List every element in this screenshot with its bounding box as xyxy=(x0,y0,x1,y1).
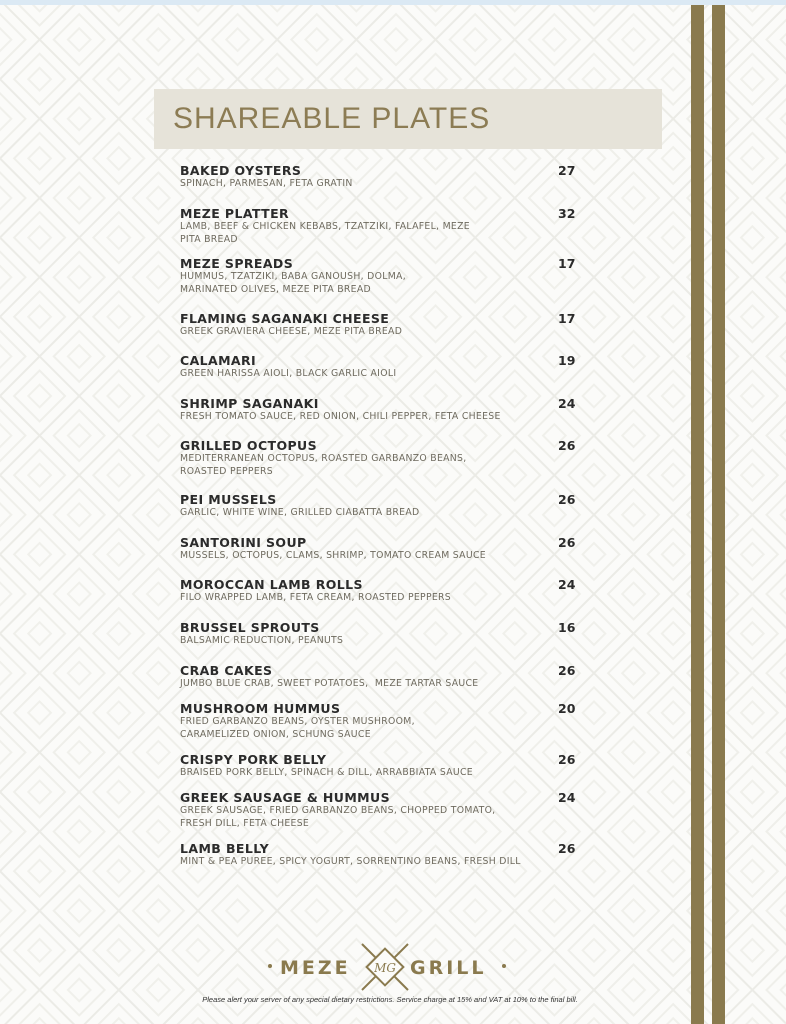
item-name: BRUSSEL SPROUTS xyxy=(180,620,320,635)
item-price: 19 xyxy=(558,353,576,368)
item-price: 24 xyxy=(558,577,576,592)
item-name: MUSHROOM HUMMUS xyxy=(180,701,341,716)
item-description: SPINACH, PARMESAN, FETA GRATIN xyxy=(180,178,353,189)
item-price: 20 xyxy=(558,701,576,716)
item-name: FLAMING SAGANAKI CHEESE xyxy=(180,311,390,326)
item-name: GRILLED OCTOPUS xyxy=(180,438,317,453)
section-header xyxy=(154,89,662,149)
item-description: LAMB, BEEF & CHICKEN KEBABS, TZATZIKI, FALAFEL, MEZE PITA BREAD xyxy=(180,221,470,245)
item-price: 32 xyxy=(558,206,576,221)
meze-grill-logo xyxy=(262,940,512,992)
item-description: JUMBO BLUE CRAB, SWEET POTATOES, MEZE TARTAR SAUCE xyxy=(180,678,479,689)
item-price: 27 xyxy=(558,163,576,178)
item-price: 26 xyxy=(558,663,576,678)
menu-item xyxy=(180,663,580,691)
item-description: MINT & PEA PUREE, SPICY YOGURT, SORRENTINO BEANS, FRESH DILL xyxy=(180,856,521,867)
logo-word-left: MEZE xyxy=(280,957,351,979)
item-name: MOROCCAN LAMB ROLLS xyxy=(180,577,363,592)
logo-word-right: GRILL xyxy=(410,957,487,979)
item-price: 26 xyxy=(558,492,576,507)
item-price: 17 xyxy=(558,311,576,326)
item-description: BRAISED PORK BELLY, SPINACH & DILL, ARRABBIATA SAUCE xyxy=(180,767,473,778)
item-description: FRESH TOMATO SAUCE, RED ONION, CHILI PEPPER, FETA CHEESE xyxy=(180,411,501,422)
section-title: SHAREABLE PLATES xyxy=(173,102,491,135)
item-name: CALAMARI xyxy=(180,353,257,368)
item-price: 26 xyxy=(558,535,576,550)
menu-item xyxy=(180,535,580,563)
item-name: SANTORINI SOUP xyxy=(180,535,307,550)
menu-item xyxy=(180,311,580,339)
item-description: GREEK SAUSAGE, FRIED GARBANZO BEANS, CHOPPED TOMATO, FRESH DILL, FETA CHEESE xyxy=(180,805,496,829)
menu-item xyxy=(180,492,580,520)
menu-item xyxy=(180,256,580,296)
top-border xyxy=(0,0,786,5)
item-price: 17 xyxy=(558,256,576,271)
menu-item xyxy=(180,620,580,648)
menu-item xyxy=(180,701,580,741)
item-name: MEZE SPREADS xyxy=(180,256,294,271)
menu-item xyxy=(180,577,580,605)
item-name: GREEK SAUSAGE & HUMMUS xyxy=(180,790,390,805)
menu-item xyxy=(180,438,580,478)
item-name: BAKED OYSTERS xyxy=(180,163,302,178)
item-price: 24 xyxy=(558,396,576,411)
item-name: LAMB BELLY xyxy=(180,841,270,856)
menu-item xyxy=(180,163,580,191)
footer-note: Please alert your server of any special dietary restrictions. Service charge at 15% and VAT at 10% to the final bill. xyxy=(202,995,578,1004)
menu-item xyxy=(180,396,580,424)
item-price: 26 xyxy=(558,752,576,767)
menu-item xyxy=(180,752,580,780)
item-name: SHRIMP SAGANAKI xyxy=(180,396,319,411)
item-description: GREEN HARISSA AIOLI, BLACK GARLIC AIOLI xyxy=(180,368,397,379)
menu-item xyxy=(180,841,580,869)
item-price: 26 xyxy=(558,841,576,856)
item-description: FILO WRAPPED LAMB, FETA CREAM, ROASTED PEPPERS xyxy=(180,592,451,603)
gold-stripe-left xyxy=(691,5,704,1024)
logo-monogram: MG xyxy=(374,961,396,975)
item-description: GREEK GRAVIERA CHEESE, MEZE PITA BREAD xyxy=(180,326,403,337)
menu-item xyxy=(180,206,580,246)
item-description: BALSAMIC REDUCTION, PEANUTS xyxy=(180,635,344,646)
menu-item xyxy=(180,790,580,830)
item-name: MEZE PLATTER xyxy=(180,206,290,221)
item-name: CRISPY PORK BELLY xyxy=(180,752,327,767)
item-description: HUMMUS, TZATZIKI, BABA GANOUSH, DOLMA, MARINATED OLIVES, MEZE PITA BREAD xyxy=(180,271,406,295)
item-name: CRAB CAKES xyxy=(180,663,273,678)
menu-item xyxy=(180,353,580,381)
item-price: 24 xyxy=(558,790,576,805)
item-description: MEDITERRANEAN OCTOPUS, ROASTED GARBANZO BEANS, ROASTED PEPPERS xyxy=(180,453,467,477)
item-description: MUSSELS, OCTOPUS, CLAMS, SHRIMP, TOMATO CREAM SAUCE xyxy=(180,550,486,561)
item-price: 26 xyxy=(558,438,576,453)
item-description: FRIED GARBANZO BEANS, OYSTER MUSHROOM, CARAMELIZED ONION, SCHUNG SAUCE xyxy=(180,716,415,740)
gold-stripe-right xyxy=(712,5,725,1024)
item-price: 16 xyxy=(558,620,576,635)
item-description: GARLIC, WHITE WINE, GRILLED CIABATTA BREAD xyxy=(180,507,420,518)
item-name: PEI MUSSELS xyxy=(180,492,277,507)
